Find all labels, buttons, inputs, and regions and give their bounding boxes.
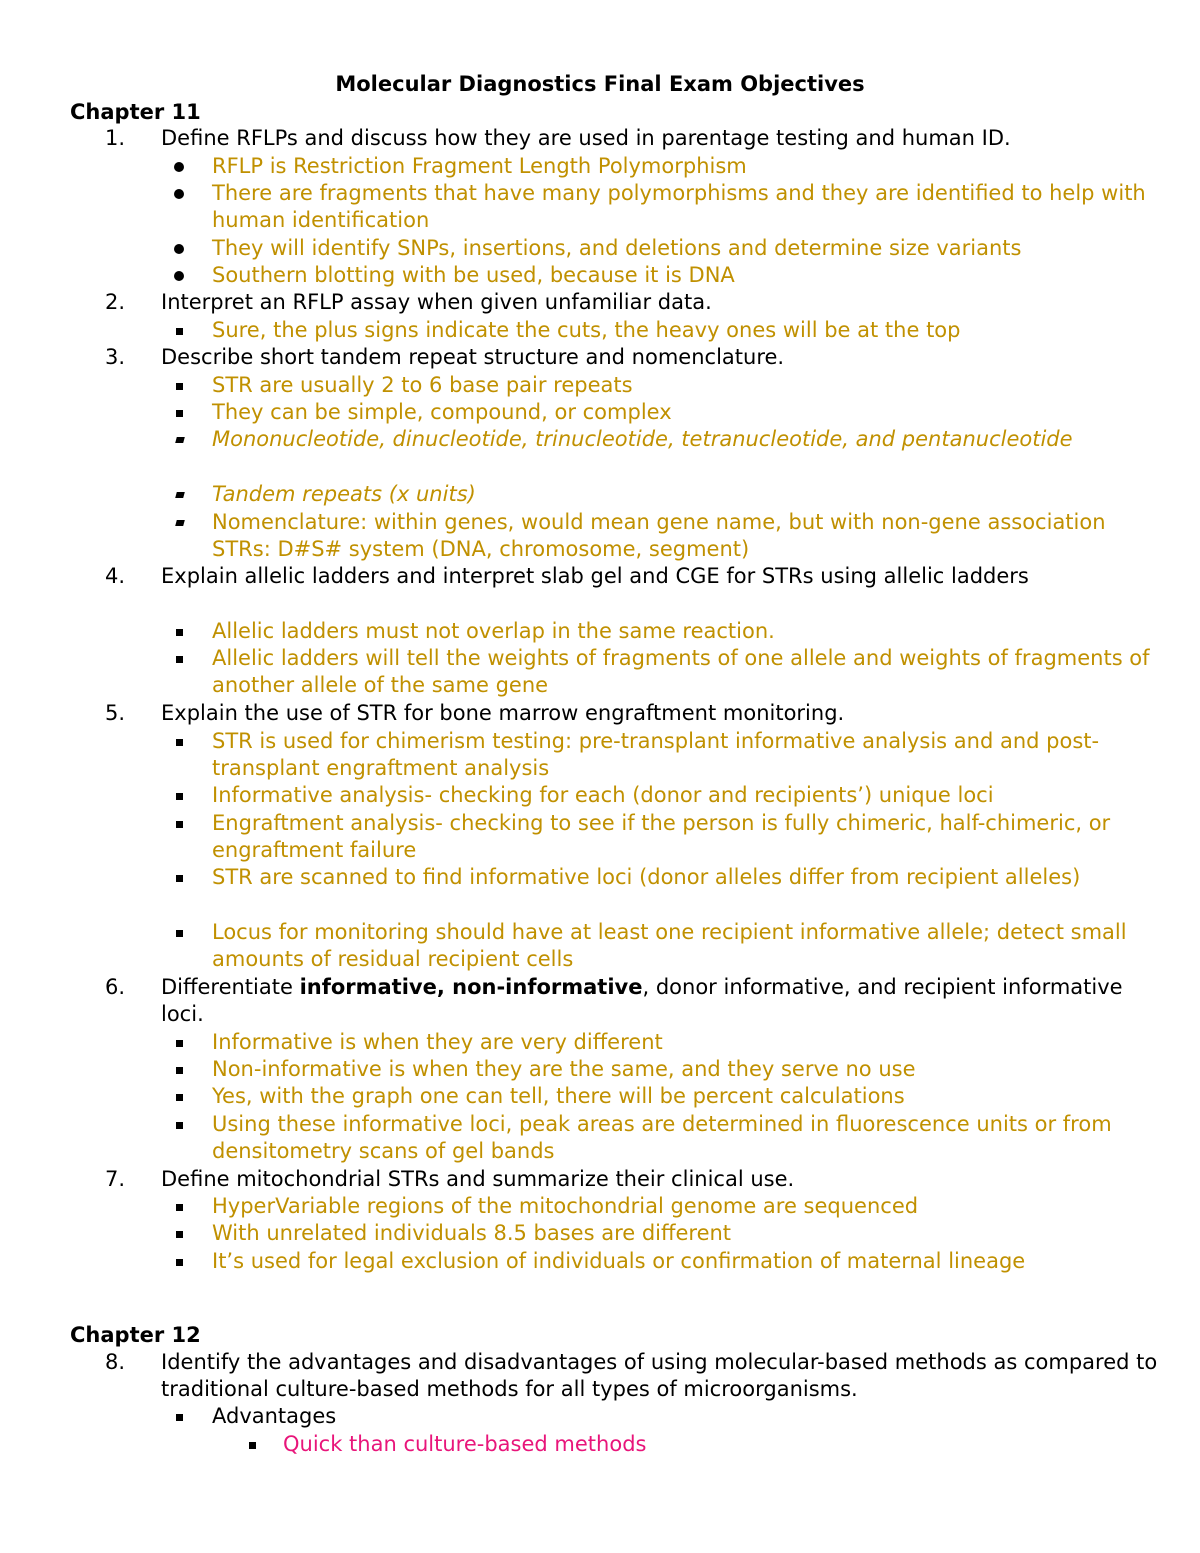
objective-text: Describe short tandem repeat structure and nomenclature. (161, 345, 785, 369)
answer-text: Nomenclature: within genes, would mean gene name, but with non-gene association STRs: D#S# system (DNA, chromosome, segment) (212, 510, 1106, 562)
answer-text: Advantages (212, 1404, 337, 1428)
answer-bullet (172, 728, 1162, 783)
objective-text: Define mitochondrial STRs and summarize their clinical use. (161, 1167, 795, 1191)
sub-answer-text: Quick than culture-based methods (283, 1432, 647, 1456)
objective-item (105, 974, 1165, 1029)
objective-item (105, 700, 1165, 727)
objective-item (105, 1166, 1165, 1193)
answer-bullet (172, 180, 1162, 235)
objective-text-bold: informative, non-informative (299, 975, 643, 999)
page-title: Molecular Diagnostics Final Exam Objectives (335, 72, 865, 96)
answer-text: HyperVariable regions of the mitochondrial genome are sequenced (212, 1194, 919, 1218)
objective-number: 1. (105, 126, 126, 150)
answer-text: Engraftment analysis- checking to see if the person is fully chimeric, half-chimeric, or engraftment failure (212, 811, 1111, 863)
objective-item (105, 1349, 1165, 1404)
answer-bullet (172, 1056, 1162, 1083)
answer-bullet (172, 235, 1162, 262)
answer-text: They will identify SNPs, insertions, and deletions and determine size variants (212, 236, 1022, 260)
objective-text (161, 974, 1165, 1029)
objective-item (105, 289, 1165, 316)
answer-text: Non-informative is when they are the same, and they serve no use (212, 1057, 916, 1081)
answer-bullet (172, 481, 1162, 508)
objective-number: 4. (105, 564, 126, 588)
answer-bullet (172, 372, 1162, 399)
answer-bullet (172, 919, 1162, 974)
answer-bullet (172, 1193, 1162, 1220)
objective-number: 8. (105, 1350, 126, 1374)
objective-item (105, 563, 1165, 590)
objective-number: 3. (105, 345, 126, 369)
answer-text: They can be simple, compound, or complex (212, 400, 672, 424)
answer-text: Locus for monitoring should have at least one recipient informative allele; detect small amounts of residual recipient cells (212, 920, 1127, 972)
answer-text: STR are usually 2 to 6 base pair repeats (212, 373, 633, 397)
answer-text: Tandem repeats (x units) (212, 482, 476, 506)
answer-text: Southern blotting with be used, because it is DNA (212, 263, 735, 287)
answer-text: Yes, with the graph one can tell, there will be percent calculations (212, 1084, 905, 1108)
objective-number: 5. (105, 701, 126, 725)
sub-answer-bullet (245, 1431, 1145, 1458)
answer-text: There are fragments that have many polymorphisms and they are identified to help with human identification (212, 181, 1146, 233)
answer-text: Allelic ladders must not overlap in the same reaction. (212, 619, 775, 643)
answer-bullet (172, 426, 1162, 453)
chapter-heading: Chapter 11 (70, 100, 201, 124)
objective-text: Define RFLPs and discuss how they are used in parentage testing and human ID. (161, 126, 1011, 150)
answer-bullet (172, 153, 1162, 180)
answer-text: Mononucleotide, dinucleotide, trinucleotide, tetranucleotide, and pentanucleotide (212, 427, 1073, 451)
answer-text: Allelic ladders will tell the weights of fragments of one allele and weights of fragments of another allele of the same gene (212, 646, 1150, 698)
answer-text: Sure, the plus signs indicate the cuts, the heavy ones will be at the top (212, 318, 961, 342)
answer-text: Using these informative loci, peak areas are determined in fluorescence units or from densitometry scans of gel bands (212, 1112, 1112, 1164)
objective-number: 2. (105, 290, 126, 314)
answer-text: With unrelated individuals 8.5 bases are different (212, 1221, 732, 1245)
answer-bullet (172, 1029, 1162, 1056)
answer-bullet (172, 1083, 1162, 1110)
answer-text: Informative is when they are very different (212, 1030, 663, 1054)
answer-bullet (172, 864, 1162, 891)
answer-bullet (172, 317, 1162, 344)
objective-number: 7. (105, 1167, 126, 1191)
answer-text: Informative analysis- checking for each (donor and recipients’) unique loci (212, 783, 994, 807)
answer-bullet (172, 618, 1162, 645)
answer-bullet (172, 782, 1162, 809)
answer-text: STR are scanned to find informative loci (donor alleles differ from recipient alleles) (212, 865, 1081, 889)
answer-bullet (172, 399, 1162, 426)
objective-text: Identify the advantages and disadvantages of using molecular-based methods as compared to traditional culture-based methods for all types of microorganisms. (161, 1350, 1158, 1402)
objective-text-pre: Differentiate (161, 975, 300, 999)
answer-bullet (172, 1403, 1162, 1430)
chapter-heading: Chapter 12 (70, 1323, 201, 1347)
objective-text-post: , donor informative, and recipient informative loci. (161, 975, 1123, 1027)
answer-bullet (172, 509, 1162, 564)
answer-text: STR is used for chimerism testing: pre-transplant informative analysis and and post-transplant engraftment analysis (212, 729, 1100, 781)
objective-number: 6. (105, 975, 126, 999)
answer-text: RFLP is Restriction Fragment Length Polymorphism (212, 154, 747, 178)
answer-bullet (172, 645, 1162, 700)
answer-bullet (172, 262, 1162, 289)
objective-item (105, 344, 1165, 371)
answer-bullet (172, 810, 1162, 865)
objective-text: Interpret an RFLP assay when given unfamiliar data. (161, 290, 712, 314)
objective-item (105, 125, 1165, 152)
answer-bullet (172, 1220, 1162, 1247)
answer-bullet (172, 1248, 1162, 1275)
objective-text: Explain allelic ladders and interpret slab gel and CGE for STRs using allelic ladders (161, 564, 1029, 588)
answer-text: It’s used for legal exclusion of individuals or confirmation of maternal lineage (212, 1249, 1026, 1273)
objective-text: Explain the use of STR for bone marrow engraftment monitoring. (161, 701, 845, 725)
answer-bullet (172, 1111, 1162, 1166)
